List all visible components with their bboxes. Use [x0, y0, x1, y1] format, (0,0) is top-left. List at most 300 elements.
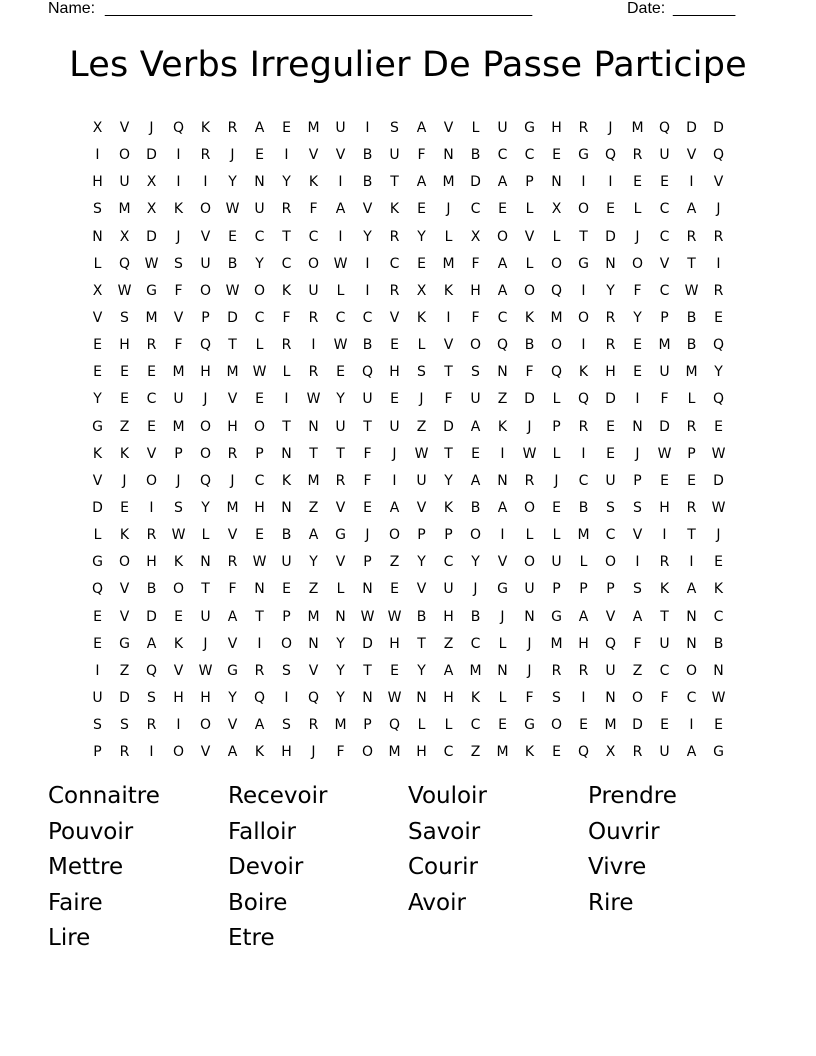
- grid-letter[interactable]: H: [227, 418, 238, 435]
- grid-letter[interactable]: P: [255, 445, 264, 462]
- grid-letter[interactable]: E: [363, 499, 372, 516]
- grid-letter[interactable]: E: [174, 608, 183, 625]
- grid-letter[interactable]: N: [281, 445, 292, 462]
- grid-letter[interactable]: X: [146, 201, 157, 218]
- grid-letter[interactable]: R: [146, 337, 157, 354]
- grid-letter[interactable]: N: [605, 255, 616, 272]
- grid-letter[interactable]: U: [659, 364, 670, 381]
- grid-letter[interactable]: U: [119, 174, 130, 191]
- grid-letter[interactable]: W: [117, 282, 132, 299]
- grid-letter[interactable]: Q: [145, 662, 158, 679]
- grid-letter[interactable]: D: [605, 228, 616, 245]
- grid-letter[interactable]: R: [146, 527, 157, 544]
- grid-letter[interactable]: D: [146, 228, 157, 245]
- grid-letter[interactable]: G: [524, 120, 535, 136]
- grid-letter[interactable]: O: [307, 255, 320, 272]
- grid-letter[interactable]: A: [389, 499, 400, 516]
- grid-letter[interactable]: E: [552, 147, 561, 164]
- grid-letter[interactable]: J: [500, 608, 505, 625]
- grid-letter[interactable]: J: [176, 228, 181, 245]
- grid-letter[interactable]: C: [497, 309, 508, 326]
- grid-letter[interactable]: J: [176, 472, 181, 489]
- grid-letter[interactable]: J: [527, 662, 532, 679]
- grid-letter[interactable]: Y: [444, 472, 453, 489]
- grid-letter[interactable]: V: [443, 120, 454, 136]
- grid-letter[interactable]: V: [362, 201, 373, 218]
- grid-letter[interactable]: P: [174, 445, 183, 462]
- grid-letter[interactable]: E: [714, 309, 723, 326]
- grid-letter[interactable]: J: [203, 391, 208, 408]
- grid-letter[interactable]: J: [716, 201, 721, 218]
- grid-letter[interactable]: E: [93, 608, 102, 625]
- grid-letter[interactable]: I: [581, 337, 586, 354]
- grid-letter[interactable]: Y: [228, 174, 237, 191]
- grid-letter[interactable]: V: [335, 554, 346, 571]
- grid-letter[interactable]: S: [174, 499, 183, 516]
- grid-letter[interactable]: U: [200, 608, 211, 625]
- grid-letter[interactable]: T: [687, 255, 696, 272]
- grid-letter[interactable]: J: [527, 418, 532, 435]
- grid-letter[interactable]: Q: [199, 337, 212, 354]
- grid-letter[interactable]: U: [173, 391, 184, 408]
- grid-letter[interactable]: S: [93, 201, 102, 218]
- grid-letter[interactable]: B: [713, 635, 724, 652]
- grid-letter[interactable]: L: [552, 228, 561, 245]
- grid-letter[interactable]: E: [606, 201, 615, 218]
- grid-letter[interactable]: I: [500, 527, 505, 544]
- grid-letter[interactable]: J: [635, 445, 640, 462]
- grid-letter[interactable]: H: [659, 499, 670, 516]
- grid-letter[interactable]: N: [551, 174, 562, 191]
- grid-letter[interactable]: Y: [633, 309, 642, 326]
- grid-letter[interactable]: W: [306, 391, 321, 408]
- grid-letter[interactable]: K: [524, 309, 535, 326]
- grid-letter[interactable]: C: [659, 282, 670, 299]
- grid-letter[interactable]: C: [254, 472, 265, 489]
- grid-letter[interactable]: I: [257, 635, 262, 652]
- grid-letter[interactable]: Y: [714, 364, 723, 381]
- grid-letter[interactable]: Z: [470, 744, 481, 761]
- grid-letter[interactable]: R: [605, 309, 616, 326]
- grid-letter[interactable]: K: [443, 499, 454, 516]
- grid-letter[interactable]: P: [201, 309, 210, 326]
- grid-letter[interactable]: L: [336, 581, 345, 598]
- grid-letter[interactable]: Y: [336, 689, 345, 706]
- grid-letter[interactable]: K: [281, 472, 292, 489]
- grid-letter[interactable]: O: [523, 554, 536, 571]
- grid-letter[interactable]: U: [335, 418, 346, 435]
- grid-letter[interactable]: N: [200, 554, 211, 571]
- grid-letter[interactable]: O: [550, 255, 563, 272]
- grid-letter[interactable]: V: [92, 472, 103, 489]
- grid-letter[interactable]: I: [338, 174, 343, 191]
- grid-letter[interactable]: M: [550, 309, 563, 326]
- grid-letter[interactable]: A: [470, 472, 481, 489]
- grid-letter[interactable]: E: [228, 228, 237, 245]
- grid-letter[interactable]: U: [281, 554, 292, 571]
- grid-letter[interactable]: K: [254, 744, 265, 761]
- grid-letter[interactable]: Q: [604, 147, 617, 164]
- grid-letter[interactable]: R: [119, 744, 130, 761]
- grid-letter[interactable]: L: [498, 689, 507, 706]
- grid-letter[interactable]: J: [554, 472, 559, 489]
- grid-letter[interactable]: E: [120, 364, 129, 381]
- grid-letter[interactable]: M: [442, 255, 455, 272]
- grid-letter[interactable]: O: [631, 255, 644, 272]
- grid-letter[interactable]: D: [605, 391, 616, 408]
- grid-letter[interactable]: C: [524, 147, 535, 164]
- grid-letter[interactable]: W: [387, 689, 402, 706]
- grid-letter[interactable]: M: [334, 717, 347, 734]
- grid-letter[interactable]: V: [146, 445, 157, 462]
- grid-letter[interactable]: A: [254, 120, 265, 136]
- grid-letter[interactable]: D: [119, 689, 130, 706]
- grid-letter[interactable]: L: [444, 228, 453, 245]
- grid-letter[interactable]: T: [390, 174, 399, 191]
- grid-letter[interactable]: Y: [201, 499, 210, 516]
- grid-letter[interactable]: U: [335, 120, 346, 136]
- grid-letter[interactable]: E: [660, 717, 669, 734]
- grid-letter[interactable]: C: [578, 472, 589, 489]
- grid-letter[interactable]: L: [282, 364, 291, 381]
- grid-letter[interactable]: I: [176, 147, 181, 164]
- grid-letter[interactable]: H: [389, 364, 400, 381]
- grid-letter[interactable]: M: [577, 527, 590, 544]
- grid-letter[interactable]: E: [471, 445, 480, 462]
- grid-letter[interactable]: K: [119, 445, 130, 462]
- grid-letter[interactable]: V: [119, 120, 130, 136]
- grid-letter[interactable]: Y: [417, 554, 426, 571]
- grid-letter[interactable]: V: [605, 608, 616, 625]
- grid-letter[interactable]: E: [417, 201, 426, 218]
- grid-letter[interactable]: L: [552, 527, 561, 544]
- grid-letter[interactable]: V: [308, 662, 319, 679]
- grid-letter[interactable]: N: [416, 689, 427, 706]
- grid-letter[interactable]: S: [417, 364, 426, 381]
- grid-letter[interactable]: W: [225, 282, 240, 299]
- grid-letter[interactable]: P: [633, 472, 642, 489]
- grid-letter[interactable]: J: [230, 147, 235, 164]
- grid-letter[interactable]: O: [361, 744, 374, 761]
- grid-letter[interactable]: W: [684, 282, 699, 299]
- grid-letter[interactable]: A: [227, 608, 238, 625]
- grid-letter[interactable]: I: [95, 662, 100, 679]
- grid-letter[interactable]: R: [578, 120, 589, 136]
- grid-letter[interactable]: U: [659, 744, 670, 761]
- grid-letter[interactable]: W: [657, 445, 672, 462]
- grid-letter[interactable]: W: [522, 445, 537, 462]
- grid-letter[interactable]: E: [147, 418, 156, 435]
- grid-letter[interactable]: T: [444, 364, 453, 381]
- grid-letter[interactable]: Q: [199, 472, 212, 489]
- grid-letter[interactable]: W: [387, 608, 402, 625]
- grid-letter[interactable]: O: [388, 527, 401, 544]
- grid-letter[interactable]: O: [118, 554, 131, 571]
- grid-letter[interactable]: S: [390, 120, 399, 136]
- grid-letter[interactable]: O: [523, 499, 536, 516]
- grid-letter[interactable]: G: [335, 527, 346, 544]
- grid-letter[interactable]: V: [389, 309, 400, 326]
- grid-letter[interactable]: R: [227, 120, 238, 136]
- grid-letter[interactable]: U: [605, 662, 616, 679]
- grid-letter[interactable]: U: [470, 391, 481, 408]
- grid-letter[interactable]: N: [281, 499, 292, 516]
- grid-letter[interactable]: Y: [93, 391, 102, 408]
- grid-letter[interactable]: C: [659, 201, 670, 218]
- grid-letter[interactable]: M: [604, 717, 617, 734]
- grid-letter[interactable]: A: [686, 744, 697, 761]
- grid-letter[interactable]: T: [687, 527, 696, 544]
- grid-letter[interactable]: L: [687, 391, 696, 408]
- grid-letter[interactable]: E: [633, 337, 642, 354]
- grid-letter[interactable]: L: [93, 255, 102, 272]
- grid-letter[interactable]: H: [146, 554, 157, 571]
- grid-letter[interactable]: P: [552, 581, 561, 598]
- grid-letter[interactable]: G: [227, 662, 238, 679]
- grid-letter[interactable]: A: [578, 608, 589, 625]
- grid-letter[interactable]: M: [226, 364, 239, 381]
- grid-letter[interactable]: E: [714, 554, 723, 571]
- grid-letter[interactable]: N: [362, 581, 373, 598]
- grid-letter[interactable]: H: [200, 689, 211, 706]
- grid-letter[interactable]: V: [713, 174, 724, 191]
- grid-letter[interactable]: K: [173, 201, 184, 218]
- grid-letter[interactable]: F: [336, 744, 345, 761]
- grid-letter[interactable]: E: [390, 662, 399, 679]
- grid-letter[interactable]: D: [632, 717, 643, 734]
- grid-letter[interactable]: Q: [712, 147, 725, 164]
- grid-letter[interactable]: V: [416, 499, 427, 516]
- grid-letter[interactable]: W: [171, 527, 186, 544]
- grid-letter[interactable]: D: [470, 174, 481, 191]
- grid-letter[interactable]: O: [550, 337, 563, 354]
- grid-letter[interactable]: D: [659, 418, 670, 435]
- grid-letter[interactable]: N: [308, 635, 319, 652]
- grid-letter[interactable]: B: [146, 581, 157, 598]
- grid-letter[interactable]: T: [282, 228, 291, 245]
- grid-letter[interactable]: U: [389, 147, 400, 164]
- grid-letter[interactable]: Q: [658, 120, 671, 136]
- grid-letter[interactable]: C: [497, 147, 508, 164]
- grid-letter[interactable]: Q: [361, 364, 374, 381]
- grid-letter[interactable]: V: [227, 635, 238, 652]
- grid-letter[interactable]: C: [146, 391, 157, 408]
- grid-letter[interactable]: B: [281, 527, 292, 544]
- grid-letter[interactable]: Q: [496, 337, 509, 354]
- grid-letter[interactable]: O: [253, 418, 266, 435]
- grid-letter[interactable]: I: [149, 499, 154, 516]
- grid-letter[interactable]: E: [390, 337, 399, 354]
- grid-letter[interactable]: P: [606, 581, 615, 598]
- grid-letter[interactable]: H: [578, 635, 589, 652]
- grid-letter[interactable]: R: [389, 282, 400, 299]
- grid-letter[interactable]: O: [172, 581, 185, 598]
- grid-letter[interactable]: K: [308, 174, 319, 191]
- grid-letter[interactable]: P: [282, 608, 291, 625]
- grid-letter[interactable]: R: [389, 228, 400, 245]
- grid-letter[interactable]: X: [119, 228, 130, 245]
- grid-letter[interactable]: M: [226, 499, 239, 516]
- grid-letter[interactable]: F: [228, 581, 237, 598]
- grid-letter[interactable]: V: [335, 147, 346, 164]
- grid-letter[interactable]: C: [470, 635, 481, 652]
- grid-letter[interactable]: L: [579, 554, 588, 571]
- grid-letter[interactable]: G: [524, 717, 535, 734]
- grid-letter[interactable]: Z: [389, 554, 400, 571]
- grid-letter[interactable]: K: [416, 309, 427, 326]
- grid-letter[interactable]: U: [659, 635, 670, 652]
- grid-letter[interactable]: D: [146, 147, 157, 164]
- grid-letter[interactable]: E: [93, 337, 102, 354]
- grid-letter[interactable]: V: [227, 391, 238, 408]
- grid-letter[interactable]: E: [282, 120, 291, 136]
- grid-letter[interactable]: D: [92, 499, 103, 516]
- grid-letter[interactable]: B: [470, 499, 481, 516]
- grid-letter[interactable]: C: [659, 662, 670, 679]
- grid-letter[interactable]: V: [416, 581, 427, 598]
- grid-letter[interactable]: T: [417, 635, 426, 652]
- grid-letter[interactable]: Y: [309, 554, 318, 571]
- grid-letter[interactable]: D: [362, 635, 373, 652]
- grid-letter[interactable]: P: [444, 527, 453, 544]
- grid-letter[interactable]: F: [444, 391, 453, 408]
- grid-letter[interactable]: G: [497, 581, 508, 598]
- grid-letter[interactable]: X: [92, 120, 103, 136]
- grid-letter[interactable]: V: [335, 499, 346, 516]
- grid-letter[interactable]: I: [95, 147, 100, 164]
- grid-letter[interactable]: J: [122, 472, 127, 489]
- grid-letter[interactable]: B: [524, 337, 535, 354]
- grid-letter[interactable]: M: [685, 364, 698, 381]
- grid-letter[interactable]: N: [362, 689, 373, 706]
- grid-letter[interactable]: I: [203, 174, 208, 191]
- grid-letter[interactable]: W: [414, 445, 429, 462]
- grid-letter[interactable]: B: [362, 174, 373, 191]
- grid-letter[interactable]: G: [713, 744, 724, 761]
- grid-letter[interactable]: B: [362, 147, 373, 164]
- grid-letter[interactable]: T: [444, 445, 453, 462]
- grid-letter[interactable]: C: [470, 717, 481, 734]
- grid-letter[interactable]: W: [711, 445, 726, 462]
- grid-letter[interactable]: O: [577, 309, 590, 326]
- grid-letter[interactable]: G: [92, 418, 103, 435]
- grid-letter[interactable]: F: [174, 337, 183, 354]
- grid-letter[interactable]: C: [254, 228, 265, 245]
- grid-letter[interactable]: I: [365, 282, 370, 299]
- grid-letter[interactable]: H: [551, 120, 562, 136]
- grid-letter[interactable]: A: [497, 499, 508, 516]
- grid-letter[interactable]: J: [203, 635, 208, 652]
- grid-letter[interactable]: P: [579, 581, 588, 598]
- grid-letter[interactable]: E: [336, 364, 345, 381]
- grid-letter[interactable]: K: [443, 282, 454, 299]
- grid-letter[interactable]: I: [635, 391, 640, 408]
- grid-letter[interactable]: P: [687, 445, 696, 462]
- grid-letter[interactable]: R: [227, 445, 238, 462]
- grid-letter[interactable]: L: [525, 201, 534, 218]
- grid-letter[interactable]: R: [659, 554, 670, 571]
- grid-letter[interactable]: G: [578, 147, 589, 164]
- grid-letter[interactable]: L: [201, 527, 210, 544]
- grid-letter[interactable]: K: [119, 527, 130, 544]
- grid-letter[interactable]: I: [284, 147, 289, 164]
- grid-letter[interactable]: O: [550, 717, 563, 734]
- grid-letter[interactable]: S: [174, 255, 183, 272]
- grid-letter[interactable]: Y: [336, 635, 345, 652]
- grid-letter[interactable]: Y: [255, 255, 264, 272]
- grid-letter[interactable]: U: [92, 689, 103, 706]
- grid-letter[interactable]: A: [497, 174, 508, 191]
- grid-letter[interactable]: C: [389, 255, 400, 272]
- grid-letter[interactable]: A: [335, 201, 346, 218]
- grid-letter[interactable]: N: [686, 635, 697, 652]
- grid-letter[interactable]: M: [145, 309, 158, 326]
- grid-letter[interactable]: N: [308, 418, 319, 435]
- grid-letter[interactable]: E: [579, 717, 588, 734]
- grid-letter[interactable]: U: [551, 554, 562, 571]
- grid-letter[interactable]: Z: [308, 581, 319, 598]
- grid-letter[interactable]: X: [551, 201, 562, 218]
- grid-letter[interactable]: J: [311, 744, 316, 761]
- grid-letter[interactable]: T: [228, 337, 237, 354]
- grid-letter[interactable]: R: [281, 337, 292, 354]
- grid-letter[interactable]: H: [200, 364, 211, 381]
- grid-letter[interactable]: A: [497, 255, 508, 272]
- grid-letter[interactable]: R: [281, 201, 292, 218]
- grid-letter[interactable]: N: [254, 581, 265, 598]
- grid-letter[interactable]: R: [686, 499, 697, 516]
- grid-letter[interactable]: U: [416, 472, 427, 489]
- grid-letter[interactable]: I: [365, 120, 370, 136]
- grid-letter[interactable]: E: [390, 581, 399, 598]
- grid-letter[interactable]: A: [416, 120, 427, 136]
- grid-letter[interactable]: P: [417, 527, 426, 544]
- grid-letter[interactable]: I: [338, 228, 343, 245]
- grid-letter[interactable]: W: [252, 554, 267, 571]
- grid-letter[interactable]: O: [145, 472, 158, 489]
- grid-letter[interactable]: I: [500, 445, 505, 462]
- grid-letter[interactable]: Z: [119, 418, 130, 435]
- grid-letter[interactable]: J: [635, 228, 640, 245]
- grid-letter[interactable]: O: [523, 282, 536, 299]
- grid-letter[interactable]: M: [658, 337, 671, 354]
- grid-letter[interactable]: K: [713, 581, 724, 598]
- grid-letter[interactable]: B: [416, 608, 427, 625]
- grid-letter[interactable]: F: [525, 364, 534, 381]
- grid-letter[interactable]: E: [660, 472, 669, 489]
- grid-letter[interactable]: O: [172, 744, 185, 761]
- grid-letter[interactable]: E: [417, 255, 426, 272]
- grid-letter[interactable]: A: [470, 418, 481, 435]
- grid-letter[interactable]: A: [686, 201, 697, 218]
- grid-letter[interactable]: M: [496, 744, 509, 761]
- grid-letter[interactable]: L: [336, 282, 345, 299]
- grid-letter[interactable]: E: [255, 391, 264, 408]
- grid-letter[interactable]: A: [308, 527, 319, 544]
- grid-letter[interactable]: V: [92, 309, 103, 326]
- grid-letter[interactable]: T: [255, 608, 264, 625]
- grid-letter[interactable]: I: [581, 282, 586, 299]
- grid-letter[interactable]: M: [118, 201, 131, 218]
- grid-letter[interactable]: O: [496, 228, 509, 245]
- grid-letter[interactable]: T: [201, 581, 210, 598]
- grid-letter[interactable]: H: [443, 608, 454, 625]
- grid-letter[interactable]: E: [633, 364, 642, 381]
- grid-letter[interactable]: E: [552, 744, 561, 761]
- grid-letter[interactable]: Q: [253, 689, 266, 706]
- grid-letter[interactable]: I: [635, 554, 640, 571]
- grid-letter[interactable]: I: [284, 689, 289, 706]
